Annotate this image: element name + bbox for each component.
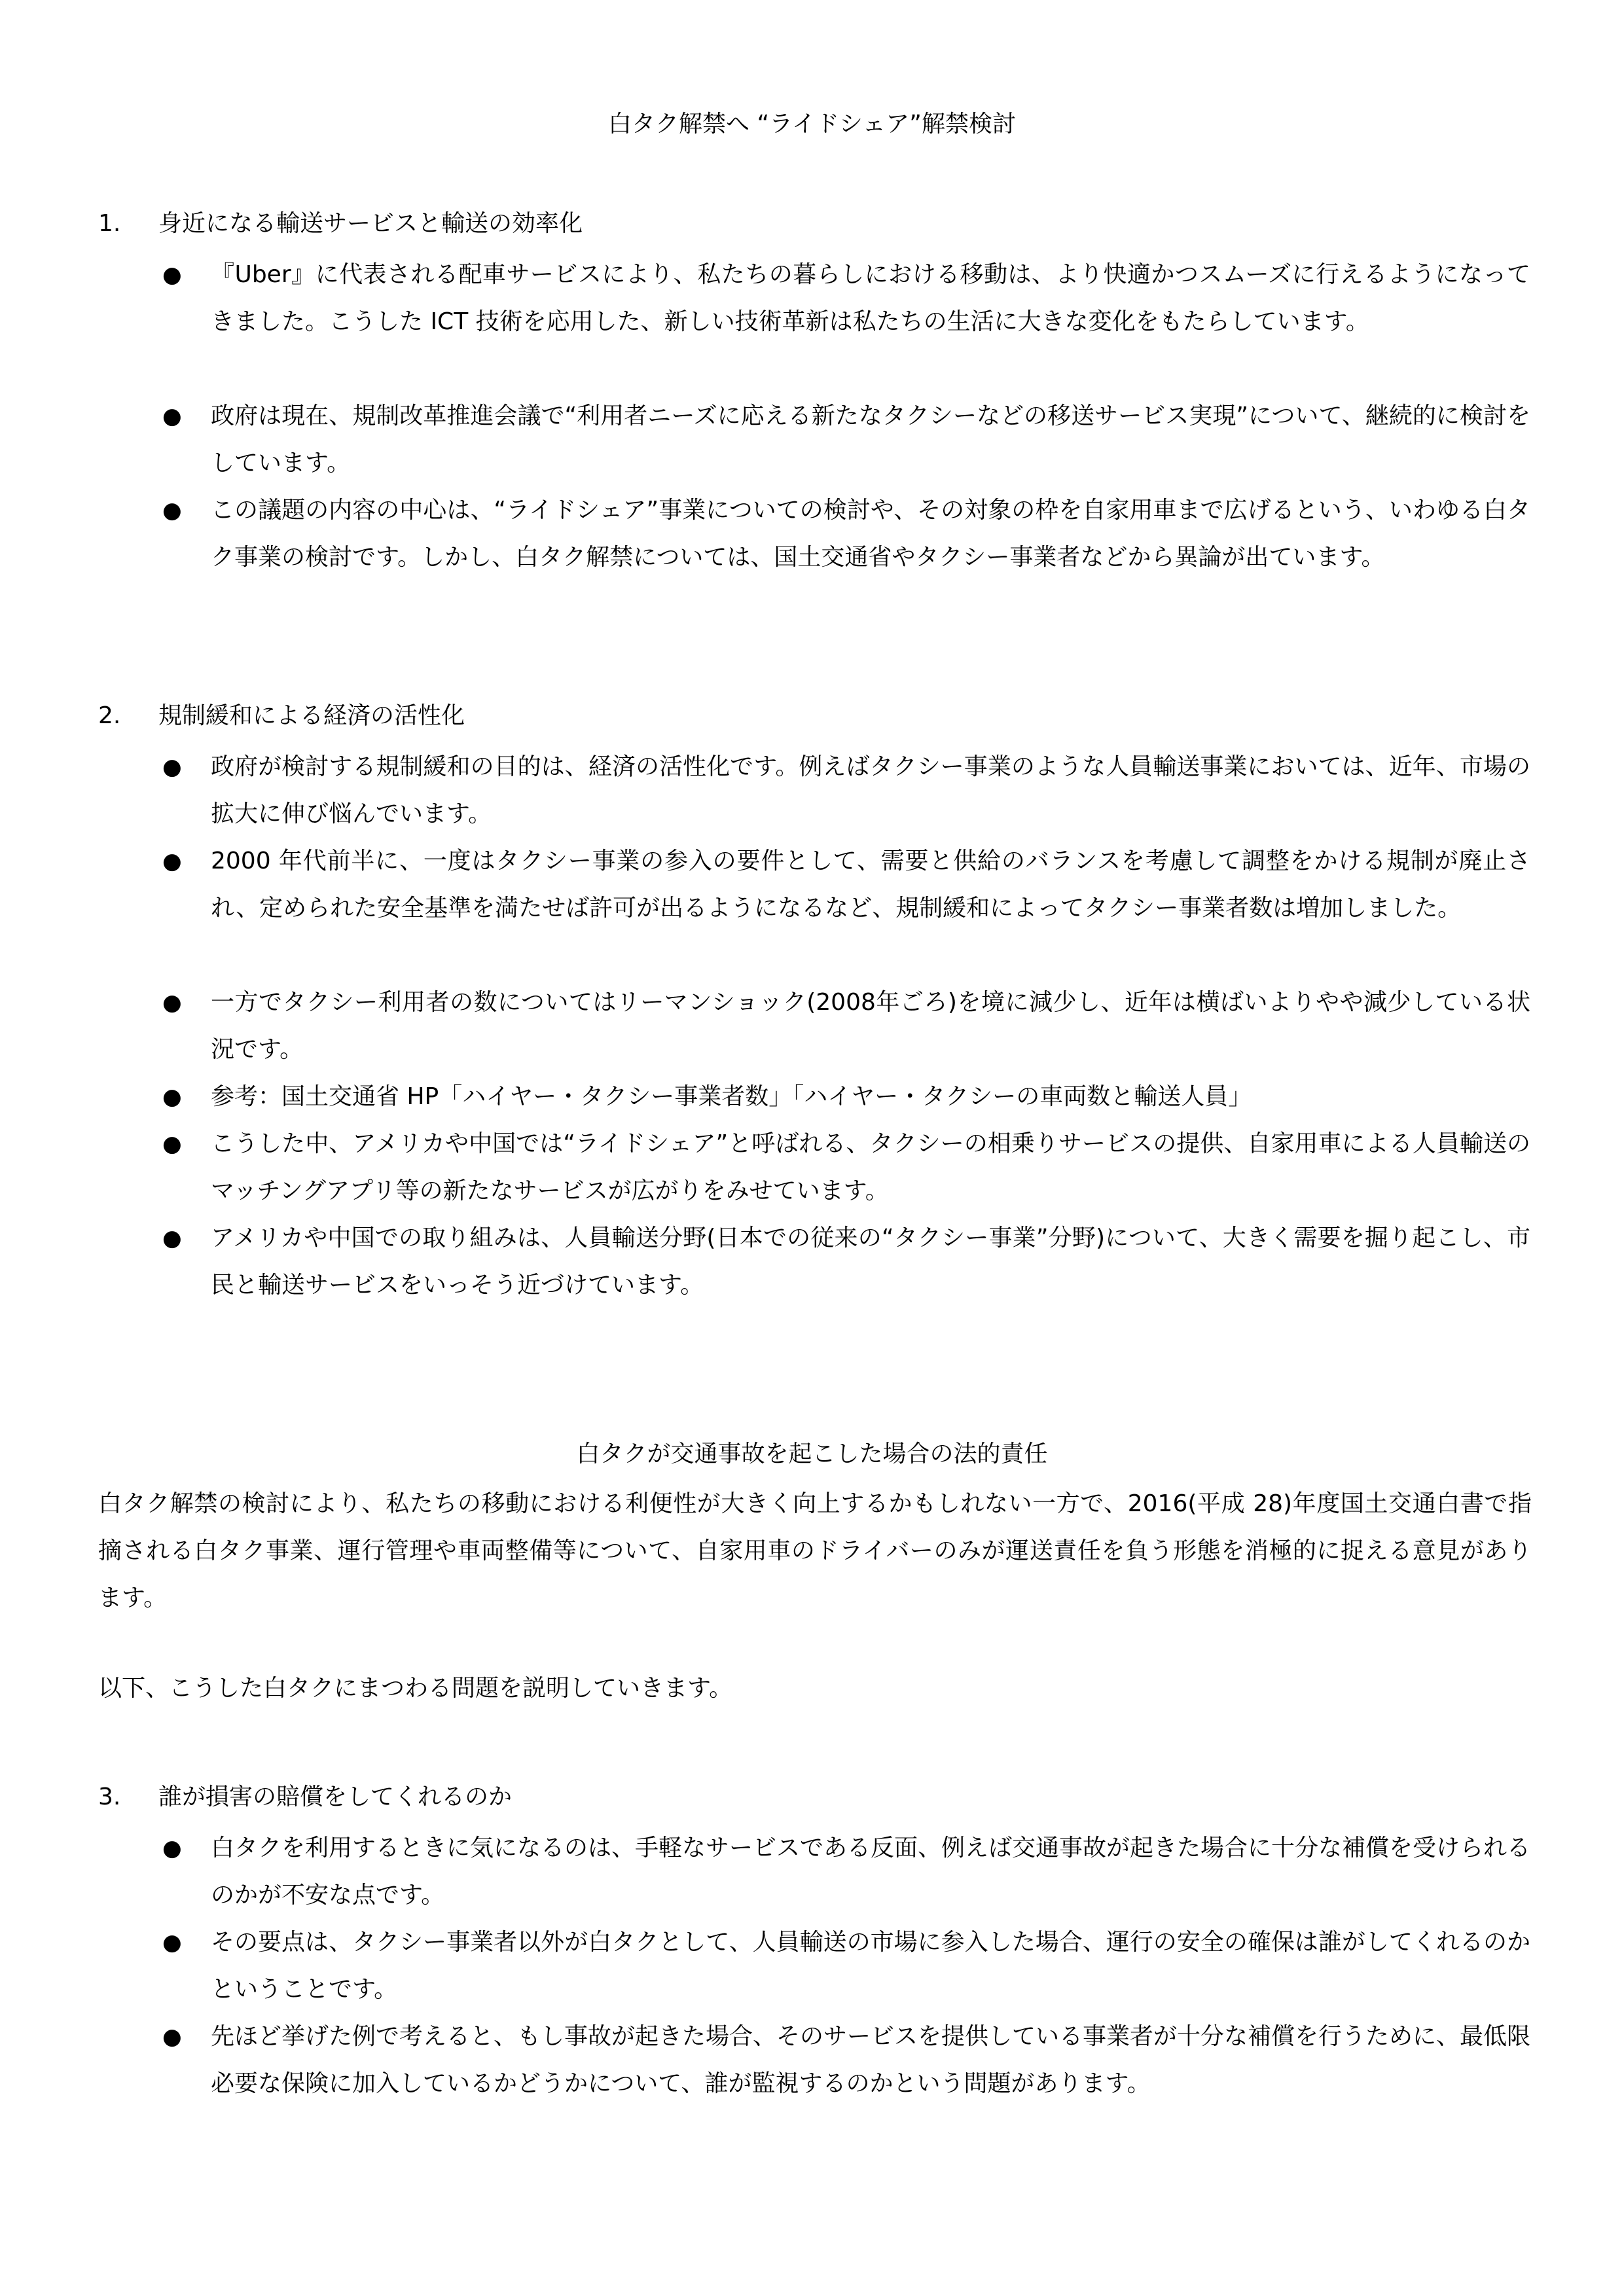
bullet-icon: ●	[162, 990, 182, 1016]
list-item-text: 先ほど挙げた例で考えると、もし事故が起きた場合、そのサービスを提供している事業者が十分な補償を行うために、最低限必要な保険に加入しているかどうかについて、誰が監視するのかという問題があります。	[211, 2023, 1531, 2097]
section-heading-3	[98, 1782, 1538, 1813]
section-heading-text: 誰が損害の賠償をしてくれるのか	[158, 1784, 513, 1810]
section-subtitle: 白タクが交通事故を起こした場合の法的責任	[576, 1441, 1048, 1467]
list-item-text: その要点は、タクシー事業者以外が白タクとして、人員輸送の市場に参入した場合、運行の安全の確保は誰がしてくれるのかということです。	[211, 1929, 1530, 2003]
document-title: 白タク解禁へ “ライドシェア”解禁検討	[608, 111, 1016, 137]
list-item-text: 一方でタクシー利用者の数についてはリーマンショック(2008年ごろ)を境に減少し、近年は横ばいよりやや減少している状況です。	[211, 989, 1530, 1063]
bullet-icon: ●	[162, 497, 182, 524]
section-number: 2.	[98, 702, 121, 729]
bullet-icon: ●	[162, 1225, 182, 1251]
bullet-icon: ●	[162, 1084, 182, 1110]
list-item-text: 政府が検討する規制緩和の目的は、経済の活性化です。例えばタクシー事業のような人員輸送事業においては、近年、市場の拡大に伸び悩んでいます。	[211, 753, 1530, 827]
lead-paragraph: 以下、こうした白タクにまつわる問題を説明していきます。	[98, 1675, 733, 1702]
bullet-icon: ●	[162, 1929, 182, 1956]
section-heading-1	[98, 208, 1538, 240]
list-item-text: アメリカや中国での取り組みは、人員輸送分野(日本での従来の“タクシー事業”分野)について、大きく需要を掘り起こし、市民と輸送サービスをいっそう近づけています。	[211, 1225, 1530, 1299]
bullet-icon: ●	[162, 403, 182, 429]
list-item-text: 2000 年代前半に、一度はタクシー事業の参入の要件として、需要と供給のバランスを考慮して調整をかける規制が廃止され、定められた安全基準を満たせば許可が出るようになるなど、規制緩和によってタクシー事業者数は増加しました。	[211, 848, 1530, 922]
list-item-text: 政府は現在、規制改革推進会議で“利用者ニーズに応える新たなタクシーなどの移送サービス実現”について、継続的に検討をしています。	[211, 403, 1530, 476]
section-heading-text: 身近になる輸送サービスと輸送の効率化	[158, 210, 583, 237]
section-heading-text: 規制緩和による経済の活性化	[158, 702, 465, 729]
list-item-text: 参考：国土交通省 HP「ハイヤー・タクシー事業者数」「ハイヤー・タクシーの車両数と輸送人員」	[211, 1083, 1252, 1110]
list-item-text: 『Uber』に代表される配車サービスにより、私たちの暮らしにおける移動は、より快適かつスムーズに行えるようになってきました。こうした ICT 技術を応用した、新しい技術革新は私たちの生活に大きな変化をもたらしています。	[211, 261, 1530, 335]
bullet-icon: ●	[162, 262, 182, 288]
section-number: 3.	[98, 1784, 121, 1810]
section-heading-2	[98, 700, 1538, 732]
bullet-icon: ●	[162, 754, 182, 780]
section-number: 1.	[98, 210, 121, 237]
bullet-icon: ●	[162, 1131, 182, 1157]
bullet-icon: ●	[162, 2024, 182, 2050]
list-item-text: こうした中、アメリカや中国では“ライドシェア”と呼ばれる、タクシーの相乗りサービスの提供、自家用車による人員輸送のマッチングアプリ等の新たなサービスが広がりをみせています。	[211, 1130, 1530, 1204]
intro-paragraph: 白タク解禁の検討により、私たちの移動における利便性が大きく向上するかもしれない一方で、2016(平成 28)年度国土交通白書で指摘される白タク事業、運行管理や車両整備等について、自家用車のドライバーのみが運送責任を負う形態を消極的に捉える意見があります。	[98, 1490, 1532, 1611]
list-item-text: 白タクを利用するときに気になるのは、手軽なサービスである反面、例えば交通事故が起きた場合に十分な補償を受けられるのかが不安な点です。	[211, 1835, 1531, 1909]
bullet-icon: ●	[162, 1835, 182, 1861]
bullet-icon: ●	[162, 848, 182, 874]
list-item-text: この議題の内容の中心は、“ライドシェア”事業についての検討や、その対象の枠を自家用車まで広げるという、いわゆる白タク事業の検討です。しかし、白タク解禁については、国土交通省やタクシー事業者などから異論が出ています。	[211, 497, 1530, 571]
